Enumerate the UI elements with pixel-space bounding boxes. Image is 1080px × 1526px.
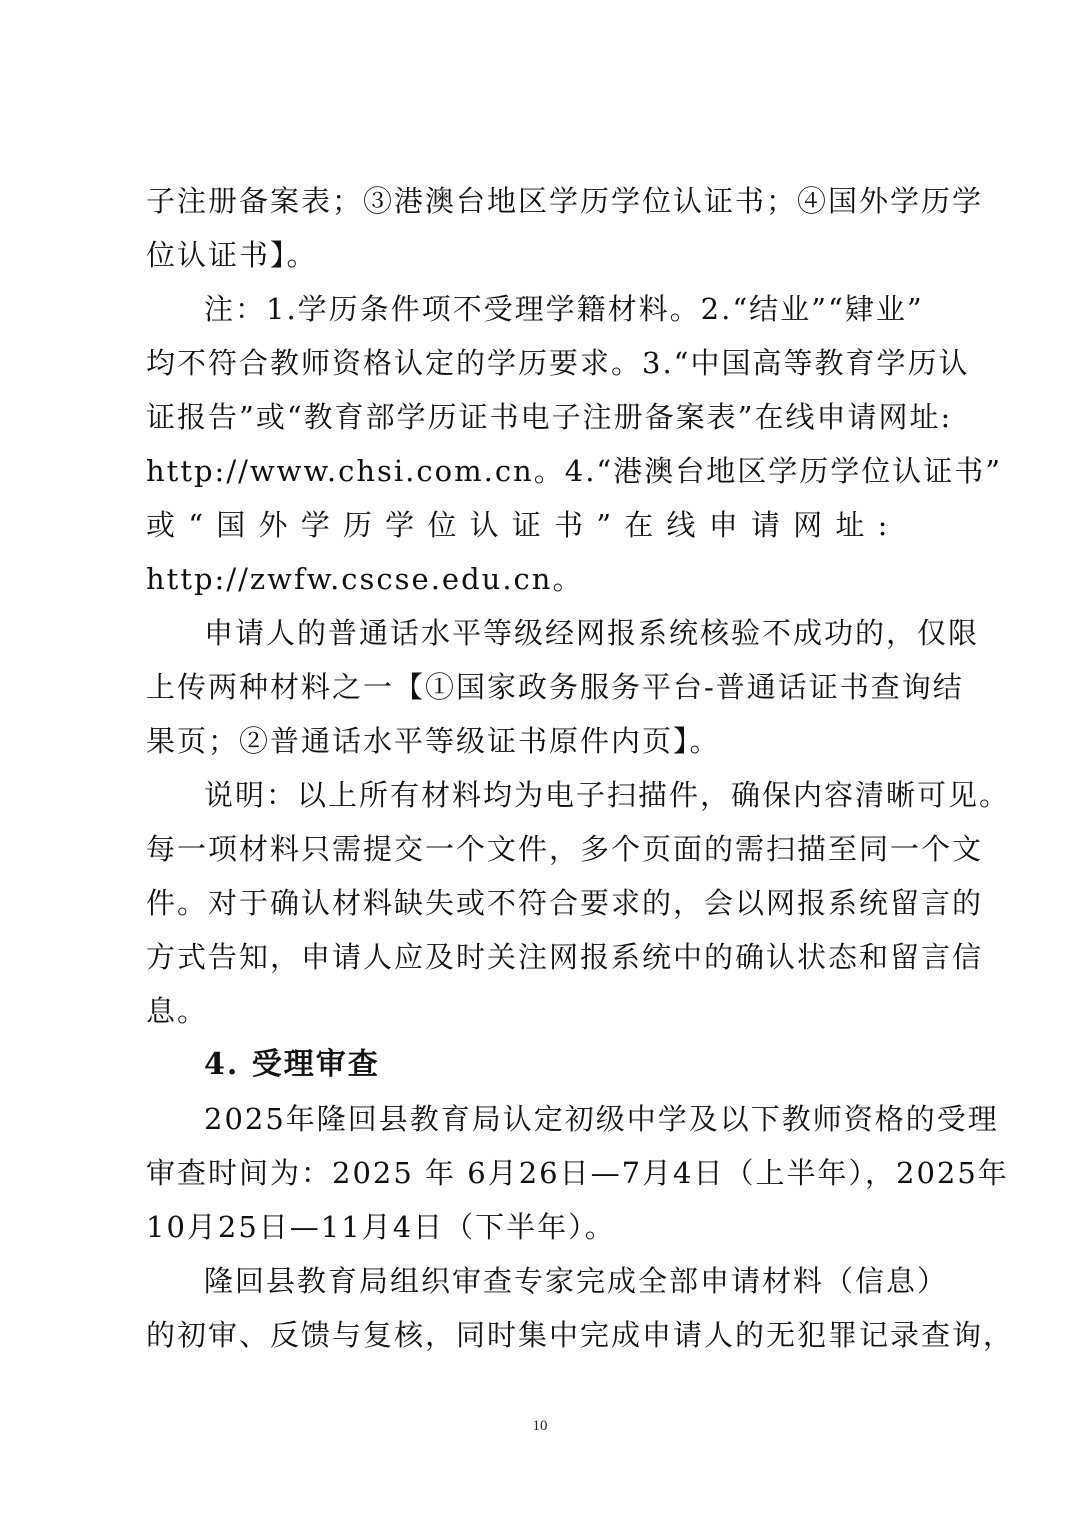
section-heading: 4. 受理审查	[204, 1047, 380, 1082]
paragraph-continuation	[146, 174, 984, 282]
text-line: 隆回县教育局组织审查专家完成全部申请材料（信息）	[204, 1264, 949, 1298]
paragraph-review-time	[146, 1092, 1009, 1254]
text-line: 上传两种材料之一【①国家政务服务平台-普通话证书查询结	[146, 670, 964, 704]
text-line: 申请人的普通话水平等级经网报系统核验不成功的，仅限	[204, 616, 980, 650]
text-line: 或 “ 国 外 学 历 学 位 认 证 书 ” 在 线 申 请 网 址 :	[146, 508, 890, 542]
page-number: 10	[532, 1418, 548, 1434]
text-line: 注：1.学历条件项不受理学籍材料。2.“结业”“肄业”	[204, 292, 924, 326]
text-line: http://www.chsi.com.cn。4.“港澳台地区学历学位认证书”	[146, 454, 1003, 488]
text-line: 子注册备案表；③港澳台地区学历学位认证书；④国外学历学	[146, 184, 984, 218]
text-line: 2025年隆回县教育局认定初级中学及以下教师资格的受理	[204, 1102, 999, 1136]
paragraph-explanation	[146, 768, 1011, 1038]
text-line: 10月25日—11月4日（下半年）。	[146, 1210, 616, 1244]
text-line: http://zwfw.cscse.edu.cn。	[146, 562, 584, 596]
text-line: 件。对于确认材料缺失或不符合要求的，会以网报系统留言的	[146, 886, 984, 920]
document-page	[146, 174, 1015, 1362]
text-line: 息。	[146, 994, 209, 1028]
text-line: 审查时间为：2025 年 6月26日—7月4日（上半年），2025年	[146, 1156, 1009, 1190]
text-line: 果页；②普通话水平等级证书原件内页】。	[146, 724, 721, 758]
paragraph-review-process	[146, 1254, 1015, 1362]
text-line: 每一项材料只需提交一个文件，多个页面的需扫描至同一个文	[146, 832, 984, 866]
text-line: 说明：以上所有材料均为电子扫描件，确保内容清晰可见。	[204, 778, 1011, 812]
text-line: 均不符合教师资格认定的学历要求。3.“中国高等教育学历认	[146, 346, 970, 380]
paragraph-note	[146, 282, 1003, 606]
text-line: 的初审、反馈与复核，同时集中完成申请人的无犯罪记录查询，	[146, 1318, 1015, 1352]
paragraph-mandarin	[146, 606, 980, 768]
text-line: 方式告知，申请人应及时关注网报系统中的确认状态和留言信	[146, 940, 984, 974]
text-line: 位认证书】。	[146, 238, 318, 272]
text-line: 证报告”或“教育部学历证书电子注册备案表”在线申请网址:	[146, 400, 953, 434]
